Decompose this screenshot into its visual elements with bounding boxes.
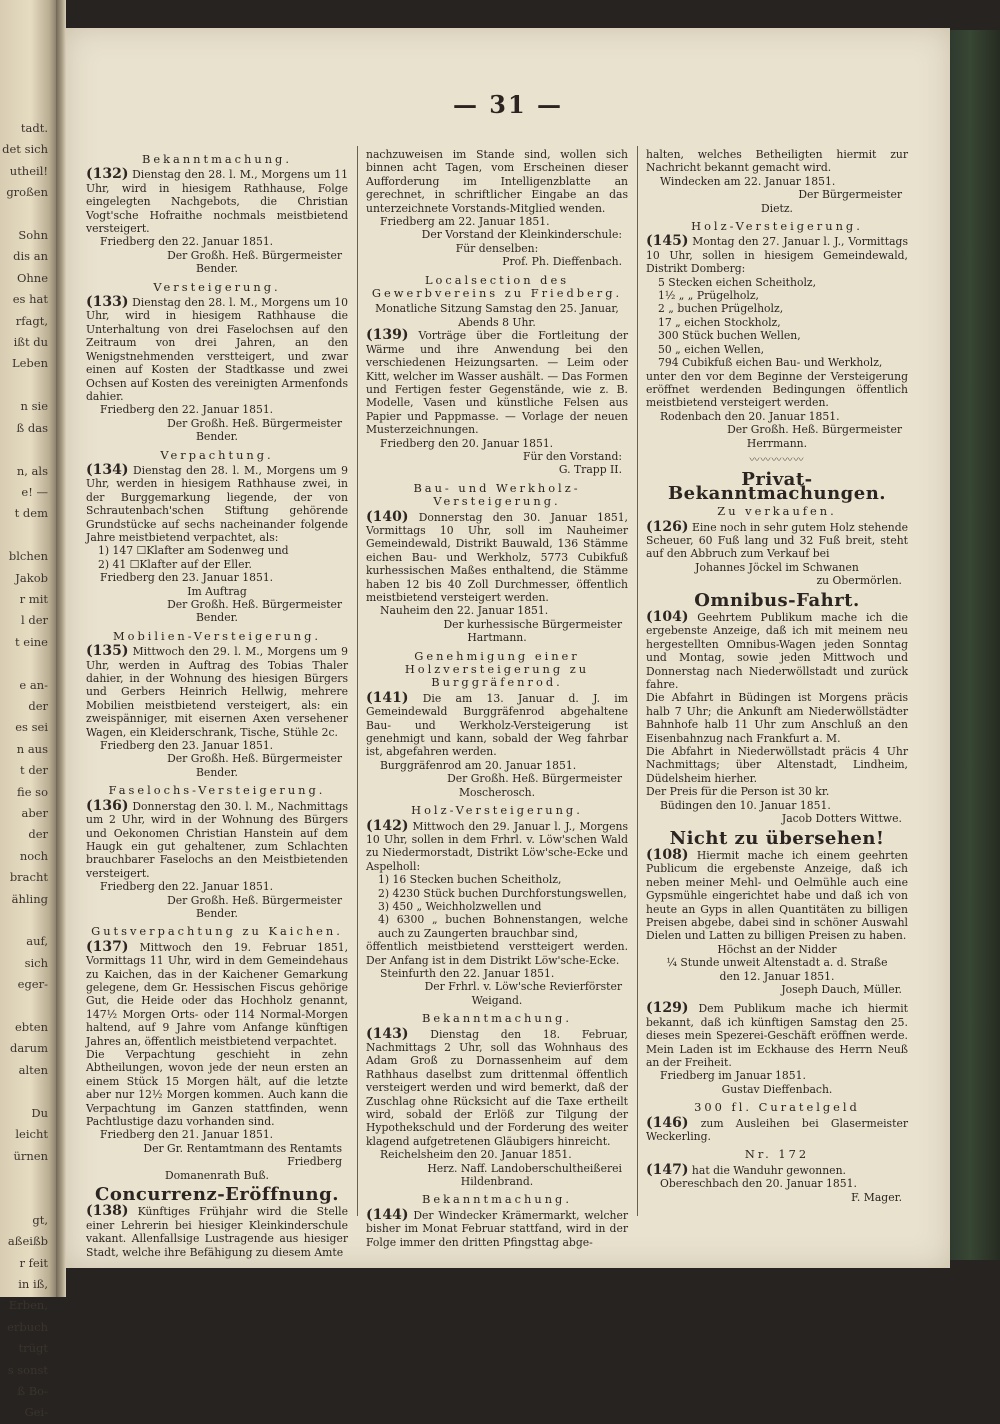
notice-number: (133) [86, 294, 129, 311]
notice-number: (145) [646, 233, 689, 250]
notice-number: (104) [646, 609, 689, 625]
left-page-fragment: e an- [19, 677, 48, 692]
notice-number: (138) [86, 1203, 129, 1220]
notice-signature: Im Auftrag [187, 584, 247, 598]
notice-signature: Der Großh. Heß. Bürgermeister [727, 423, 902, 437]
section-heading: Nicht zu übersehen! [669, 827, 885, 849]
left-page-fragment: l der [21, 613, 48, 628]
notice-signature: Der Gr. Rentamtmann des Rentamts Friedberg [143, 1141, 342, 1169]
notice-signature: Prof. Ph. Dieffenbach. [502, 255, 622, 269]
notice-number: (134) [86, 461, 129, 478]
notice-signature: Der Großh. Heß. Bürgermeister [167, 893, 342, 907]
notice-title: Localsection des Gewerbvereins zu Friedberg. [371, 272, 623, 301]
left-page-fragment: tadt. [20, 121, 48, 135]
notice-subtitle: Monatliche Sitzung Samstag den 25. Januar, Abends 8 Uhr. [375, 302, 619, 329]
notice-signature: Der Großh. Heß. Bürgermeister [167, 416, 342, 430]
left-page-fragment: alten [18, 1062, 48, 1077]
notice-146 [646, 1114, 908, 1144]
left-page-fragment: Sohn [18, 228, 48, 243]
left-page-fragment: eger- [17, 977, 48, 992]
notice-text: Der Preis für die Person ist 30 kr. [646, 785, 830, 799]
notice-number: (126) [646, 518, 689, 535]
notice-text: Dienstag den 28. l. M., Morgens um 9 Uhr, werden in hiesigem Rathhause zwei, in der Burggemarkung liegende, der von Schrautenbach'schen Stiftung gehörende Grundstücke auf sechs nacheinander folgende Jahre meistbietend verpachtet, als: [86, 463, 349, 544]
left-page-fragment: det sich [2, 142, 48, 157]
left-page-fragment [2, 1188, 52, 1209]
notice-text: zum Ausleihen bei Glasermeister Weckerling. [646, 1116, 908, 1144]
notice-signature: Bender. [196, 262, 238, 276]
left-page-fragment: der [28, 698, 48, 713]
notice-137 [86, 938, 349, 1048]
notice-signature: ¼ Stunde unweit Altenstadt a. d. Straße [666, 956, 888, 970]
notice-number: (141) [366, 689, 409, 706]
notice-title: Holz-Versteigerung. [411, 803, 583, 818]
notice-126 [646, 518, 908, 561]
notice-text: hat die Wanduhr gewonnen. [691, 1163, 846, 1177]
notice-date: Steinfurth den 22. Januar 1851. [380, 966, 555, 980]
notice-text: Die am 13. Januar d. J. im Gemeindewald Burggräfenrod abgehaltene Bau- und Werkholz-Versteigerung ist genehmigt und kann, sobald der Weg fahrbar ist, abgefahren werden. [366, 691, 628, 759]
left-page-fragment [2, 375, 52, 396]
section-heading: Privat-Bekanntmachungen. [667, 469, 887, 504]
notice-signature: Der Frhrl. v. Löw'sche Revierförster [424, 980, 622, 994]
notice-signature: Herrmann. [746, 436, 808, 450]
notice-142 [366, 817, 629, 874]
list-item: 1½ „ „ Prügelholz, [658, 289, 759, 303]
notice-text: Donnerstag den 30. Januar 1851, Vormittags 10 Uhr, soll im Nauheimer Gemeindewald, Distrikt Bauwald, 136 Stämme eichen Bau- und Werkholz, 5773 Cubikfuß kurhessischen Maßes enthaltend, die Stämme haben 12 bis 40 Zoll Durchmesser, öffentlich meistbietend versteigert werden. [366, 510, 628, 604]
notice-title: Zu verkaufen. [717, 504, 837, 519]
notice-text: Hiermit mache ich einem geehrten Publicum die ergebenste Anzeige, daß ich neben meiner Mehl- und Oelmühle auch eine Gypsmühle eingerichtet habe und daß ich von heute an Gyps in allen Quantitäten zu billigen Preisen abgebe, dabei sind in schöner Auswahl Dielen und Latten zu billigen Preisen zu haben. [646, 848, 908, 943]
left-page-fragment: Jakob [15, 570, 48, 585]
notice-signature: Domanenrath Buß. [165, 1168, 269, 1182]
notice-date: Büdingen den 10. Januar 1851. [660, 798, 831, 812]
notice-title: Bau- und Werkholz-Versteigerung. [413, 480, 581, 509]
list-item: 1) 147 ☐Klafter am Sodenweg und [98, 544, 289, 558]
notice-108 [646, 846, 908, 943]
notice-signature: Der kurhessische Bürgermeister [443, 617, 622, 631]
left-page-fragment: es sei [15, 720, 48, 735]
notice-136 [86, 797, 348, 880]
notice-title: Versteigerung. [153, 279, 281, 294]
notice-title: Verpachtung. [160, 447, 274, 462]
notice-134 [86, 461, 349, 544]
notice-signature: Bender. [196, 611, 238, 625]
left-page-fragment: utheil! [9, 163, 48, 178]
notice-132 [86, 168, 348, 235]
notice-number: (140) [366, 508, 409, 525]
notice-signature: Höchst an der Nidder [717, 942, 837, 956]
notice-text: Dienstag den 28. l. M., Morgens um 11 Uhr, wird in hiesigem Rathhause, Folge eingelegten Nachgebots, die Christian Vogt'sche Hofraithe nochmals meistbietend versteigert. [86, 168, 348, 236]
notice-104 [646, 611, 908, 691]
left-page-fragment: Erben, [8, 1298, 48, 1313]
notice-date: Friedberg den 21. Januar 1851. [100, 1128, 274, 1142]
book-gutter [56, 0, 66, 1297]
notice-signature: Hartmann. [467, 631, 527, 645]
left-page-fragment: rfagt, [15, 313, 48, 328]
left-page-fragment: trügt [18, 1341, 48, 1356]
left-page-fragment: s sonst [7, 1362, 48, 1377]
column-rule [357, 146, 358, 1216]
left-page-fragment: darum [9, 1041, 48, 1056]
notice-signature: Bender. [196, 430, 238, 444]
notice-number: (129) [646, 1000, 689, 1017]
notice-title: Bekanntmachung. [422, 1192, 572, 1207]
notice-title: Holz-Versteigerung. [691, 219, 863, 234]
list-item: 2 „ buchen Prügelholz, [658, 302, 784, 316]
list-item: 5 Stecken eichen Scheitholz, [658, 275, 817, 289]
left-page-fragment: erbuch [7, 1319, 48, 1334]
left-page-fragment: aßeißb [7, 1234, 48, 1249]
left-page-fragment: ß Bo- [17, 1383, 48, 1398]
notice-text: Donnerstag den 30. l. M., Nachmittags um 2 Uhr, wird in der Wohnung des Bürgers und Oekonomen Christian Hanstein auf dem Haugk ein gut gehaltener, zum Schlachten brauchbarer Faselochs an den Meistbietenden versteigert. [86, 799, 348, 880]
notice-signature: Dietz. [761, 201, 793, 215]
notice-133 [86, 296, 348, 403]
notice-signature: Bender. [196, 906, 238, 920]
notice-138 [86, 1205, 348, 1259]
page-number: — 31 — [452, 90, 564, 119]
left-page-fragment: ß das [16, 420, 48, 435]
notice-text: Dienstag den 18. Februar, Nachmittags 2 Uhr, soll das Wohnhaus des Adam Groß zu Dornassenheim auf dem Rathhaus daselbst zum drittenmal öffentlich versteigert werden und wird bemerkt, daß der Zuschlag ohne Rücksicht auf die Taxe ertheilt wird, sobald der Erlöß zur Tilgung der Hypothekschuld und der Forderung des weiter klagend aufgetretenen Gläubigers hinreicht. [366, 1027, 628, 1148]
notice-number: (108) [646, 846, 689, 863]
newspaper-page [66, 28, 950, 1268]
left-page-fragment: gt, [32, 1212, 48, 1227]
notice-signature: zu Obermörlen. [816, 574, 902, 588]
left-page-fragment: großen [6, 185, 48, 200]
notice-number: (136) [86, 797, 129, 814]
left-page-fragment: r mit [19, 591, 48, 606]
book-cover-edge [950, 30, 1000, 1260]
notice-signature: den 12. Januar 1851. [719, 969, 835, 983]
left-page-fragment: t eine [15, 634, 48, 649]
notice-text: Eine noch in sehr gutem Holz stehende Scheuer, 60 Fuß lang und 32 Fuß breit, steht auf den Abbruch zum Verkauf bei [646, 520, 908, 561]
notice-text: Montag den 27. Januar l. J., Vormittags 10 Uhr, sollen in hiesigem Gemeindewald, Distrikt Domberg: [646, 235, 908, 276]
notice-text: Dem Publikum mache ich hiermit bekannt, daß ich künftigen Samstag den 25. dieses mein Spezerei-Geschäft eröffnen werde. Mein Laden ist im Eckhause des Herrn Neuß an der Freiheit. [646, 1002, 908, 1069]
notice-text: Mittwoch den 19. Februar 1851, Vormittags 11 Uhr, wird in dem Gemeindehaus zu Kaichen, das in der Kaichener Gemarkung gelegene, dem Gr. Hessischen Fiscus gehörige Gut, die Heide oder das Hochholz genannt, 147½ Morgen Orts- oder 114 Normal-Morgen haltend, auf 9 Jahre vom Anfange künftigen Jahres an, öffentlich meistbietend verpachtet. [86, 940, 349, 1048]
notice-text: Die Abfahrt in Büdingen ist Morgens präcis halb 7 Uhr; die Ankunft am Niederwöllstädter Bahnhofe halb 11 Uhr zum Anschluß an den Eisenbahnzug nach Frankfurt a. M. [646, 691, 908, 745]
left-page-fragment: es hat [12, 292, 48, 307]
list-item: 794 Cubikfuß eichen Bau- und Werkholz, [658, 356, 883, 370]
notice-signature: Hildenbrand. [460, 1175, 534, 1189]
left-page-fragment [2, 204, 52, 225]
left-page-fragment: t der [20, 763, 48, 778]
left-page-fragment [2, 525, 52, 546]
notice-date: Friedberg den 22. Januar 1851. [100, 403, 274, 417]
notice-text: unter den vor dem Beginne der Versteigerung eröffnet werdenden Bedingungen öffentlich meistbietend versteigert werden. [646, 369, 908, 410]
notice-date: Friedberg den 22. Januar 1851. [100, 235, 274, 249]
ornament-divider: 〰〰〰〰〰 [749, 454, 805, 466]
left-page-text-fragments [2, 118, 52, 1424]
notice-date: Obereschbach den 20. Januar 1851. [660, 1177, 857, 1191]
notice-135 [86, 645, 348, 739]
column-2 [366, 148, 628, 1249]
notice-signature: Der Bürgermeister [798, 188, 902, 202]
left-page-fragment [2, 910, 52, 931]
notice-145 [646, 235, 908, 275]
notice-date: Friedberg im Januar 1851. [660, 1069, 806, 1083]
notice-signature: Herz. Naff. Landoberschultheißerei [427, 1161, 622, 1175]
column-3 [646, 148, 908, 1204]
notice-text: öffentlich meistbietend verstteigert werden. Der Anfang ist in dem Distrikt Löw'sche-Ecke. [366, 940, 628, 967]
notice-number: (135) [86, 643, 129, 660]
list-item: 17 „ eichen Stockholz, [658, 315, 781, 329]
column-1 [86, 148, 348, 1259]
notice-date: Reichelsheim den 20. Januar 1851. [380, 1148, 572, 1162]
left-page-fragment: e! — [21, 484, 48, 499]
notice-date: Friedberg den 23. Januar 1851. [100, 571, 274, 585]
notice-number: (142) [366, 817, 409, 834]
notice-title: Bekanntmachung. [142, 152, 292, 166]
notice-number: (139) [366, 327, 409, 344]
notice-147 [646, 1161, 908, 1178]
left-page-fragment [2, 1167, 52, 1188]
left-page-fragment: n sie [20, 399, 48, 414]
notice-signature: Der Großh. Heß. Bürgermeister [447, 772, 622, 786]
left-page-fragment: t dem [14, 506, 48, 521]
notice-date: Nauheim den 22. Januar 1851. [380, 604, 549, 618]
list-item: 3) 450 „ Weichholzwellen und [378, 899, 542, 913]
left-page-fragment: fie so [17, 784, 48, 799]
left-page-fragment: ähling [11, 891, 48, 906]
column-rule [637, 146, 638, 1216]
notice-text: Mittwoch den 29. Januar l. J., Morgens 10 Uhr, sollen in dem Frhrl. v. Löw'schen Wald zu Niedermorstadt, Distrikt Löw'sche-Ecke und Aspelholl: [366, 819, 629, 873]
left-page-fragment: Ohne [16, 270, 48, 285]
notice-date: Burggräfenrod am 20. Januar 1851. [380, 758, 577, 772]
notice-title: Faselochs-Versteigerung. [108, 783, 326, 798]
left-page-fragment: Leben [11, 356, 48, 371]
left-page-fragment [2, 1081, 52, 1102]
notice-text: halten, welches Betheiligten hiermit zur Nachricht bekannt gemacht wird. [646, 148, 908, 175]
notice-number: (132) [86, 166, 129, 183]
notice-date: Rodenbach den 20. Januar 1851. [660, 409, 840, 423]
left-page-fragment: sich [24, 955, 48, 970]
notice-143 [366, 1025, 628, 1149]
left-page-edge [0, 0, 56, 1420]
notice-signature: G. Trapp II. [558, 463, 622, 477]
notice-date: Friedberg den 22. Januar 1851. [100, 880, 274, 894]
notice-139 [366, 329, 628, 436]
notice-date: Friedberg am 22. Januar 1851. [380, 215, 550, 229]
notice-signature: Für den Vorstand: [522, 449, 622, 463]
notice-title: Mobilien-Versteigerung. [112, 628, 322, 643]
notice-title: Gutsverpachtung zu Kaichen. [91, 924, 343, 939]
notice-signature: Weigand. [471, 993, 523, 1007]
notice-signature: F. Mager. [851, 1190, 902, 1204]
notice-number: (146) [646, 1114, 689, 1131]
left-page-fragment: dis an [13, 249, 48, 264]
list-item: 4) 6300 „ buchen Bohnenstangen, welche auch zu Zaungerten brauchbar sind, [378, 913, 628, 940]
notice-text: Künftiges Frühjahr wird die Stelle einer Lehrerin bei hiesiger Kleinkinderschule vakant. Allenfallsige Lustragende aus hiesiger Stadt, welche ihre Befähigung zu diesem Amte [86, 1205, 348, 1259]
notice-title: Nr. 172 [744, 1147, 810, 1162]
notice-signature: Der Großh. Heß. Bürgermeister [167, 752, 342, 766]
notice-number: (143) [366, 1025, 409, 1042]
left-page-fragment [2, 996, 52, 1017]
left-page-fragment [2, 653, 52, 674]
notice-141 [366, 689, 628, 759]
left-page-fragment: blchen [8, 549, 48, 564]
notice-text: Der Windecker Krämermarkt, welcher bisher im Monat Februar stattfand, wird in der Folge immer den dritten Pfingsttag abge- [366, 1208, 628, 1249]
notice-signature: Jacob Dotters Wittwe. [781, 812, 902, 826]
left-page-fragment: leicht [15, 1127, 48, 1142]
list-item: 1) 16 Stecken buchen Scheitholz, [378, 873, 562, 887]
notice-number: (137) [86, 938, 129, 955]
left-page-fragment: ürnen [13, 1148, 48, 1163]
left-page-fragment: in iß, [18, 1276, 48, 1291]
notice-number: (144) [366, 1206, 409, 1223]
section-heading: Concurrenz-Eröffnung. [95, 1184, 339, 1206]
left-page-fragment: auf, [26, 934, 48, 949]
notice-title: Genehmigung einer Holzversteigerung zu Burggräfenrod. [404, 648, 590, 690]
left-page-fragment: bracht [9, 870, 48, 885]
notice-text: Die Abfahrt in Niederwöllstadt präcis 4 Uhr Nachmittags; über Altenstadt, Lindheim, Düdelsheim hierher. [646, 745, 908, 785]
notice-text: Vorträge über die Fortleitung der Wärme und ihre Anwendung bei den verschiedenen Heizungsarten. — Leim oder Kitt, welcher im Wasser aushält. — Das Formen und Fertigen fester Gegenstände, wie z. B. Modelle, Vasen und künstliche Felsen aus Papier und Pappmasse. — Vorlage der neuen Musterzeichnungen. [366, 329, 628, 437]
notice-title: 300 fl. Curatelgeld [694, 1100, 860, 1115]
notice-number: (147) [646, 1161, 689, 1178]
notice-signature: Gustav Dieffenbach. [721, 1082, 833, 1096]
list-item: 50 „ eichen Wellen, [658, 342, 765, 356]
notice-signature: Der Großh. Heß. Bürgermeister [167, 248, 342, 262]
notice-signature: Johannes Jöckel im Schwanen [695, 560, 859, 574]
left-page-fragment: ebten [14, 1020, 48, 1035]
section-heading: Omnibus-Fahrt. [694, 589, 860, 611]
left-page-fragment: r feit [19, 1255, 48, 1270]
notice-140 [366, 508, 628, 605]
notice-signature: Joseph Dauch, Müller. [781, 982, 902, 996]
notice-signature: Moscherosch. [458, 785, 536, 799]
list-item: 2) 41 ☐Klafter auf der Eller. [98, 557, 252, 571]
left-page-fragment: n, als [16, 463, 48, 478]
left-page-fragment: Du [31, 1105, 48, 1120]
notice-text: Mittwoch den 29. l. M., Morgens um 9 Uhr, werden in Auftrag des Tobias Thaler dahier, in der Wohnung des hiesigen Bürgers und Gerbers Heinrich Hellwig, mehrere Mobilien meistbietend versteigert, als: ein zweispänniger, mit eisernen Axen versehener Wagen, ein Kleiderschrank, Tische, Stühle 2c. [86, 645, 348, 739]
notice-signature: Der Vorstand der Kleinkinderschule: [421, 228, 622, 242]
notice-text: Dienstag den 28. l. M., Morgens um 10 Uhr, wird in hiesigem Rathhause die Unterhaltung von drei Faselochsen auf den Zeitraum von drei Jahren, an den Wenigstnehmenden verstteigert, und zwar einen auf Kosten der Stadtkasse und zwei Ochsen auf Kosten des vereinigten Armenfonds dahier. [86, 296, 348, 403]
notice-date: Friedberg den 20. Januar 1851. [380, 436, 554, 450]
notice-144 [366, 1206, 628, 1249]
notice-signature: Der Großh. Heß. Bürgermeister [167, 598, 342, 611]
left-page-fragment: n aus [16, 741, 48, 756]
notice-date: Windecken am 22. Januar 1851. [660, 174, 836, 188]
notice-title: Bekanntmachung. [422, 1011, 572, 1026]
left-page-fragment: aber [21, 806, 48, 820]
list-item: 300 Stück buchen Wellen, [658, 329, 801, 343]
notice-text: nachzuweisen im Stande sind, wollen sich binnen acht Tagen, vom Erscheinen dieser Aufforderung im Intelligenzblatte an gerechnet, in schriftlicher Eingabe an das unterzeichnete Vorstands-Mitglied wenden. [366, 148, 628, 215]
left-page-fragment: ißt du [13, 335, 48, 350]
left-page-fragment: der [28, 827, 48, 842]
left-page-fragment: Gei- [24, 1405, 48, 1420]
notice-signature: Bender. [196, 765, 238, 779]
list-item: 2) 4230 Stück buchen Durchforstungswellen, [378, 886, 627, 900]
left-page-fragment [2, 439, 52, 460]
notice-text: Die Verpachtung geschieht in zehn Abtheilungen, wovon jede der neun ersten an einem Stück 15 Morgen hält, auf die letzte aber nur 12½ Morgen kommen. Auch kann die Verpachtung im Ganzen stattfinden, wenn Pachtlustige dazu vorhanden sind. [86, 1048, 348, 1129]
notice-text: Geehrtem Publikum mache ich die ergebenste Anzeige, daß ich mit meinem neu hergestellten Omnibus-Wagen jeden Sonntag und Montag, sowie jeden Mittwoch und Donnerstag nach Niederwöllstadt und zurück fahre. [646, 611, 908, 692]
notice-signature: Für denselben: [455, 241, 539, 255]
left-page-fragment: noch [19, 848, 48, 863]
notice-129 [646, 1002, 908, 1069]
notice-date: Friedberg den 23. Januar 1851. [100, 739, 274, 753]
